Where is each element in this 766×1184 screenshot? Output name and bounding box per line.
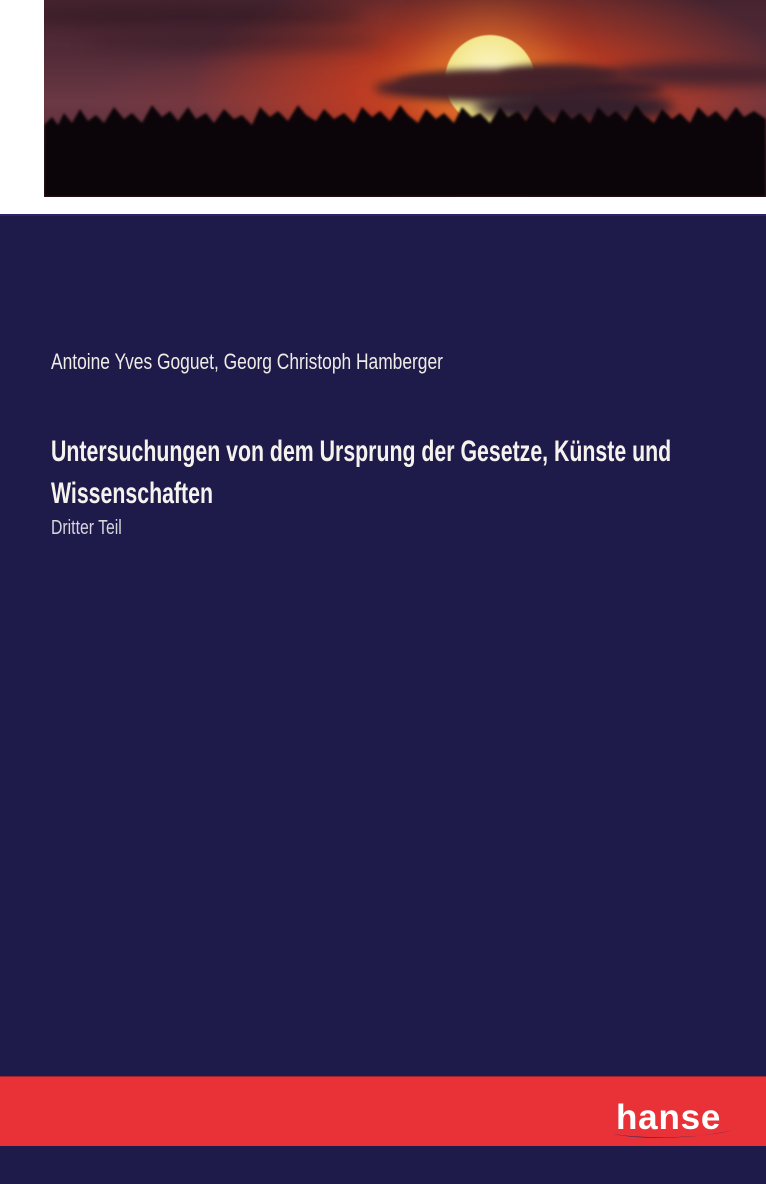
sunset-over-forest-photo [44, 0, 766, 197]
cloud-streak [84, 34, 384, 50]
logo-swoosh-icon [612, 1128, 734, 1141]
publisher-logo: hanse [616, 1098, 722, 1137]
book-title: Untersuchungen von dem Ursprung der Gesetze, Künste und Wissenschaften [51, 435, 672, 510]
book-subtitle: Dritter Teil [51, 517, 122, 539]
author-line: Antoine Yves Goguet, Georg Christoph Hamberger [51, 349, 443, 374]
forest-silhouette [44, 95, 766, 197]
cloud-over-sun [499, 64, 619, 86]
